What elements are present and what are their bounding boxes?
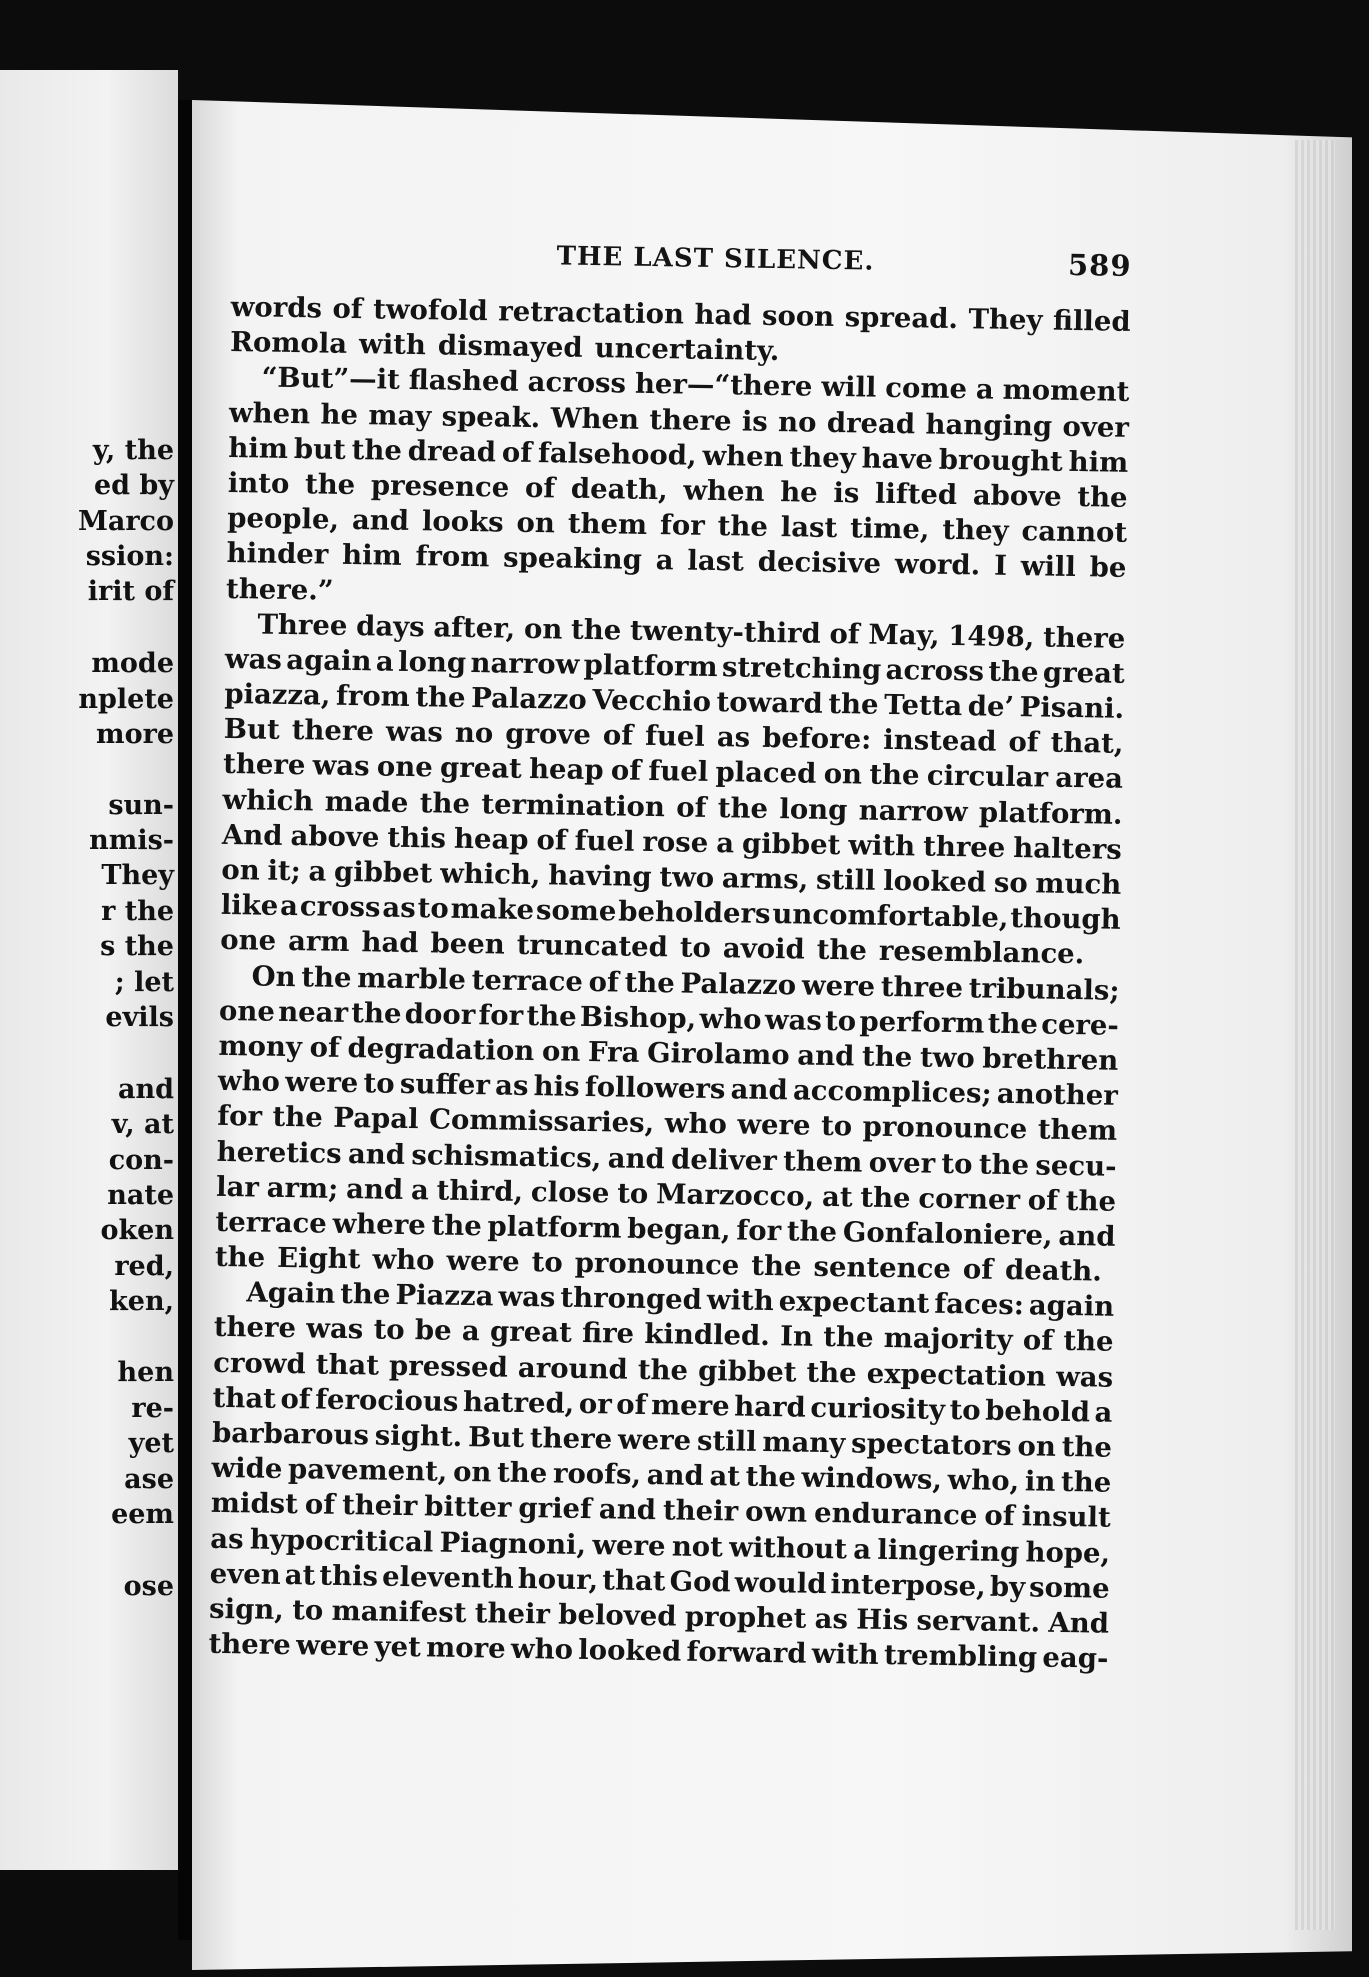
text-line: him but the dread of falsehood, when they have brought him xyxy=(228,431,1129,479)
text-line: But there was no grove of fuel as before: instead of that, xyxy=(223,713,1124,761)
text-line: even at this eleventh hour, that God would interpose, by some xyxy=(209,1557,1110,1605)
text-line: there.” xyxy=(225,572,334,607)
text-line: heretics and schismatics, and deliver them over to the secu- xyxy=(216,1135,1117,1183)
text-line: like a cross as to make some beholders uncomfortable, though xyxy=(220,889,1121,937)
left-page-fragment: more xyxy=(96,719,174,750)
left-page-fragment: re- xyxy=(131,1393,174,1424)
text-line: barbarous sight. But there were still many spectators on the xyxy=(211,1416,1113,1464)
text-line: lar arm; and a third, close to Marzocco, at the corner of the xyxy=(215,1170,1117,1218)
page-number: 589 xyxy=(1067,247,1132,283)
text-line: there were yet more who looked forward with trembling eag- xyxy=(208,1627,1109,1675)
text-line: which made the termination of the long narrow platform. xyxy=(222,783,1123,831)
running-head-title: THE LAST SILENCE. xyxy=(556,241,875,277)
text-line: there was one great heap of fuel placed on the circular area xyxy=(222,748,1124,796)
text-line: when he may speak. When there is no dread hanging over xyxy=(228,396,1130,444)
left-page-fragment: eem xyxy=(111,1499,174,1530)
page-text-block xyxy=(207,232,1132,1767)
text-line: Three days after, on the twenty-third of May, 1498, there xyxy=(257,608,1126,655)
text-line: mony of degradation on Fra Girolamo and the two brethren xyxy=(218,1029,1119,1077)
left-page-fragment: ed by xyxy=(93,470,174,501)
text-line: into the presence of death, when he is lifted above the xyxy=(227,466,1128,514)
left-page-fragment: evils xyxy=(105,1002,174,1033)
left-page-fragment: yet xyxy=(128,1428,174,1459)
text-line: as hypocritical Piagnoni, were not without a lingering hope, xyxy=(210,1522,1111,1570)
left-page-fragment: v, at xyxy=(111,1109,174,1140)
left-page-fragment: con- xyxy=(108,1145,174,1176)
left-page-fragment: red, xyxy=(114,1251,174,1282)
left-page-fragment: sun- xyxy=(108,790,174,821)
left-page-fragment: nmis- xyxy=(89,825,174,856)
left-page-fragment: ken, xyxy=(109,1286,174,1317)
text-line: crowd that pressed around the gibbet the expectation was xyxy=(212,1346,1114,1394)
left-page-fragment: ssion: xyxy=(85,541,174,572)
body-text xyxy=(208,290,1131,1677)
left-page-fragment: r the xyxy=(101,896,174,927)
left-page-fragment: ; let xyxy=(114,967,174,998)
text-line: And above this heap of fuel rose a gibbet with three halters xyxy=(221,818,1123,866)
left-page-fragment: ase xyxy=(124,1464,174,1495)
left-page-fragment: y, the xyxy=(92,435,174,466)
left-page-fragment: They xyxy=(101,860,174,891)
text-line: words of twofold retractation had soon spread. They filled xyxy=(230,290,1131,338)
page-edges xyxy=(1295,140,1335,1930)
left-page-fragment: ose xyxy=(123,1571,174,1602)
text-line: who were to suffer as his followers and accomplices; another xyxy=(217,1065,1119,1112)
text-line: wide pavement, on the roofs, and at the windows, who, in the xyxy=(211,1452,1112,1499)
text-line: sign, to manifest their beloved prophet as His servant. And xyxy=(208,1592,1110,1640)
left-page-fragment: Marco xyxy=(77,506,174,537)
text-line: one arm had been truncated to avoid the resemblance. xyxy=(219,924,1085,971)
book-gutter xyxy=(178,100,192,1940)
text-line: midst of their bitter grief and their own endurance of insult xyxy=(210,1487,1111,1535)
left-page-fragment: nate xyxy=(107,1180,174,1211)
left-page-fragment: s the xyxy=(100,931,174,962)
text-line: the Eight who were to pronounce the sentence of death. xyxy=(214,1240,1103,1288)
text-line: piazza, from the Palazzo Vecchio toward the Tetta de’ Pisani. xyxy=(224,678,1125,725)
text-line: for the Papal Commissaries, who were to pronounce them xyxy=(217,1100,1118,1148)
left-page xyxy=(0,70,178,1870)
text-line: there was to be a great fire kindled. In the majority of the xyxy=(213,1311,1114,1359)
text-line: Romola with dismayed uncertainty. xyxy=(229,326,780,368)
left-page-fragment: mode xyxy=(91,648,174,679)
text-line: terrace where the platform began, for the Gonfaloniere, and xyxy=(215,1205,1116,1253)
left-page-fragment: hen xyxy=(117,1357,174,1388)
text-line: On the marble terrace of the Palazzo were three tribunals; xyxy=(251,959,1120,1007)
text-line: “But”—it flashed across her—“there will come a moment xyxy=(261,361,1130,409)
text-line: Again the Piazza was thronged with expectant faces: again xyxy=(246,1276,1115,1324)
left-page-fragment: nplete xyxy=(78,684,174,715)
left-page-fragment: and xyxy=(117,1074,174,1105)
text-line: was again a long narrow platform stretching across the great xyxy=(224,642,1125,690)
text-line: one near the door for the Bishop, who was to perform the cere- xyxy=(218,994,1120,1042)
left-page-fragment: oken xyxy=(100,1215,174,1246)
text-line: that of ferocious hatred, or of mere hard curiosity to behold a xyxy=(212,1381,1113,1429)
text-line: on it; a gibbet which, having two arms, still looked so much xyxy=(221,853,1122,901)
left-page-fragment: irit of xyxy=(87,576,174,607)
text-line: hinder him from speaking a last decisive word. I will be xyxy=(226,537,1127,585)
text-line: people, and looks on them for the last time, they cannot xyxy=(226,502,1128,550)
